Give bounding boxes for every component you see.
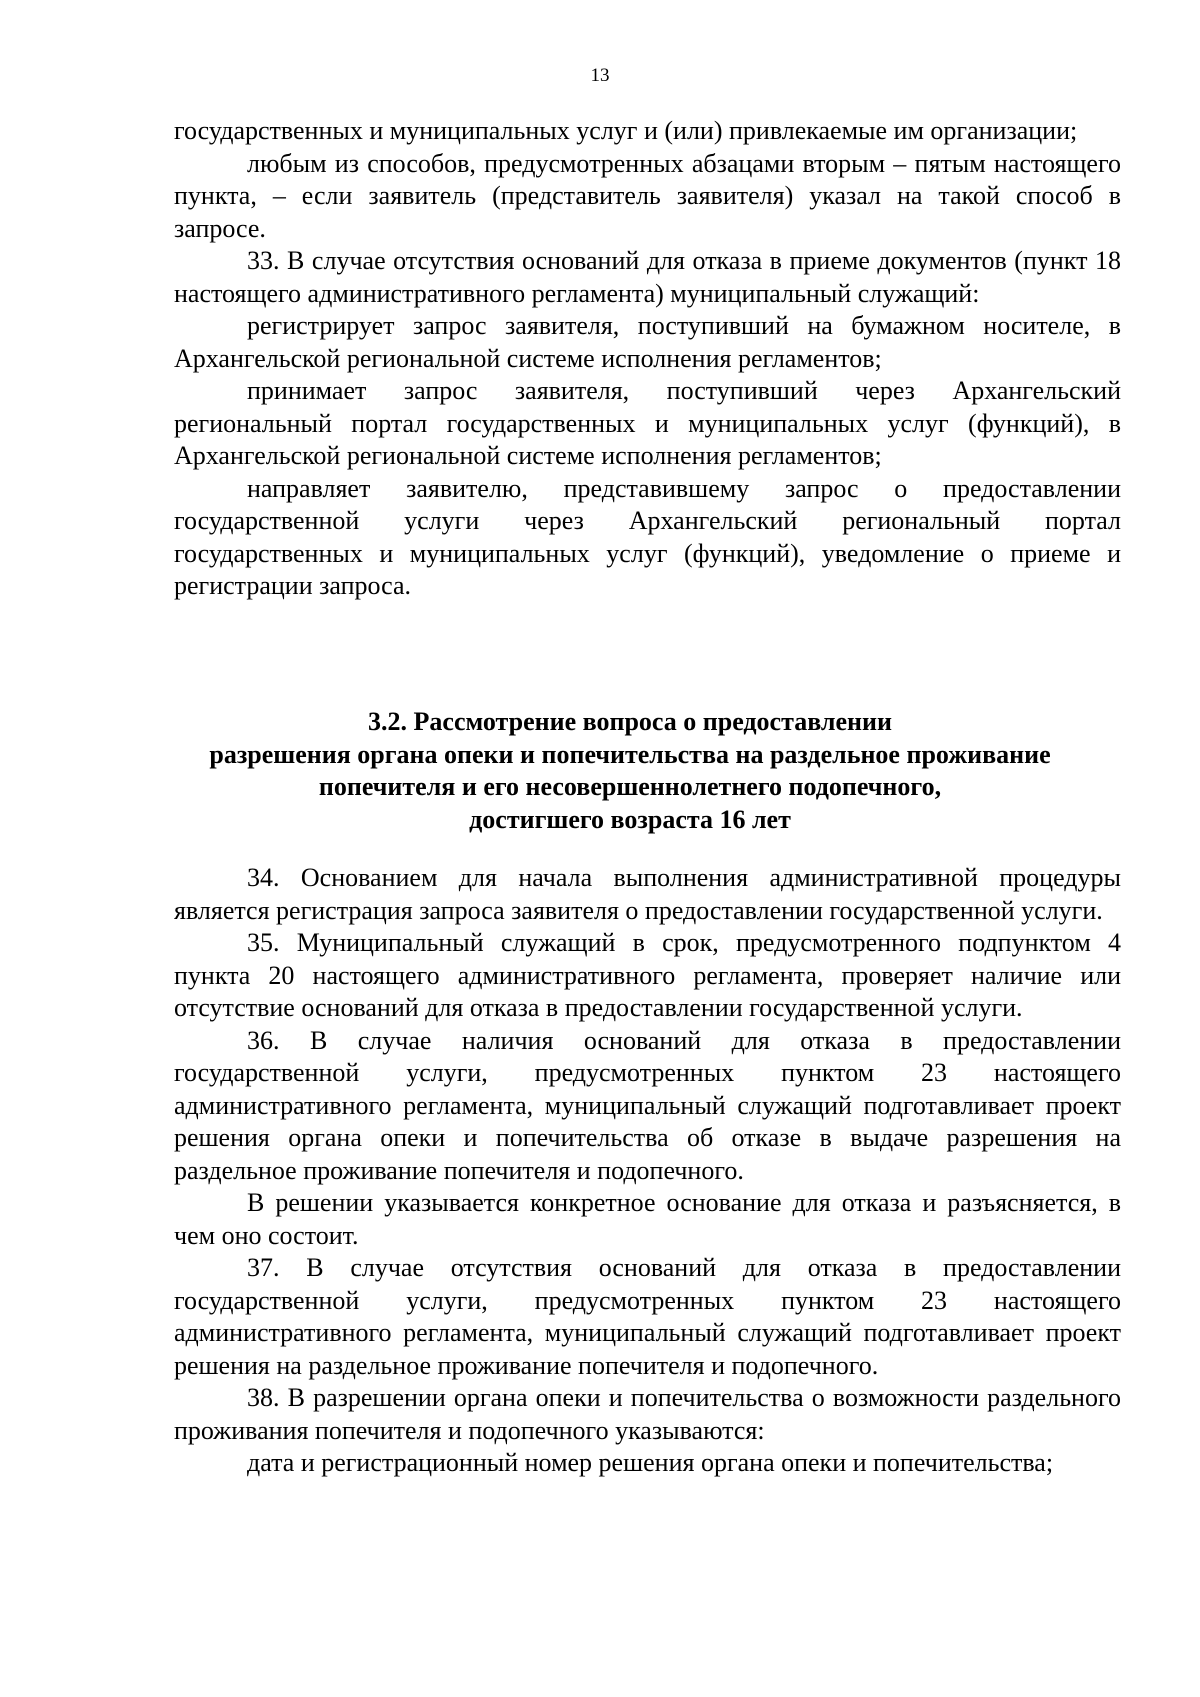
paragraph-item-33: 33. В случае отсутствия оснований для отказа в приеме документов (пункт 18 настоящего административного регламента) муниципальный служащий:: [174, 246, 1121, 308]
heading-line: разрешения органа опеки и попечительства на раздельное проживание: [209, 739, 1051, 769]
page-number: 13: [590, 65, 610, 86]
paragraph-item-36: 36. В случае наличия оснований для отказа в предоставлении государственной услуги, предусмотренных пунктом 23 настоящего административного регламента, муниципальный служащий подготавливает проект решения органа опеки и попечительства об отказе в выдаче разрешения на раздельное проживание попечителя и подопечного.: [174, 1025, 1121, 1185]
heading-line: достигшего возраста 16 лет: [469, 804, 791, 834]
paragraph-continuation: государственных и муниципальных услуг и (или) привлекаемые им организации;: [174, 116, 1078, 145]
paragraph-item-38: 38. В разрешении органа опеки и попечительства о возможности раздельного проживания попечителя и подопечного указываются:: [174, 1383, 1121, 1445]
paragraph: регистрирует запрос заявителя, поступивший на бумажном носителе, в Архангельской региональной системе исполнения регламентов;: [174, 311, 1121, 373]
text-block-top: [174, 115, 1121, 603]
paragraph-item-35: 35. Муниципальный служащий в срок, предусмотренного подпунктом 4 пункта 20 настоящего административного регламента, проверяет наличие или отсутствие оснований для отказа в предоставлении государственной услуги.: [174, 928, 1121, 1022]
paragraph: направляет заявителю, представившему запрос о предоставлении государственной услуги через Архангельский региональный портал государственных и муниципальных услуг (функций), уведомление о приеме и регистрации запроса.: [174, 473, 1121, 600]
paragraph-item-34: 34. Основанием для начала выполнения административной процедуры является регистрация запроса заявителя о предоставлении государственной услуги.: [174, 863, 1121, 925]
heading-line: 3.2. Рассмотрение вопроса о предоставлении: [368, 707, 892, 736]
paragraph: В решении указывается конкретное основание для отказа и разъясняется, в чем оно состоит.: [174, 1188, 1121, 1250]
text-block-bottom: [174, 862, 1121, 1480]
paragraph: принимает запрос заявителя, поступивший через Архангельский региональный портал государственных и муниципальных услуг (функций), в Архангельской региональной системе исполнения регламентов;: [174, 376, 1121, 470]
section-heading: [150, 706, 1110, 836]
heading-line: попечителя и его несовершеннолетнего подопечного,: [318, 772, 942, 801]
paragraph: дата и регистрационный номер решения органа опеки и попечительства;: [247, 1448, 1054, 1477]
paragraph-item-37: 37. В случае отсутствия оснований для отказа в предоставлении государственной услуги, предусмотренных пунктом 23 настоящего административного регламента, муниципальный служащий подготавливает проект решения на раздельное проживание попечителя и подопечного.: [174, 1253, 1121, 1380]
paragraph: любым из способов, предусмотренных абзацами вторым – пятым настоящего пункта, – если заявитель (представитель заявителя) указал на такой способ в запросе.: [174, 148, 1121, 243]
